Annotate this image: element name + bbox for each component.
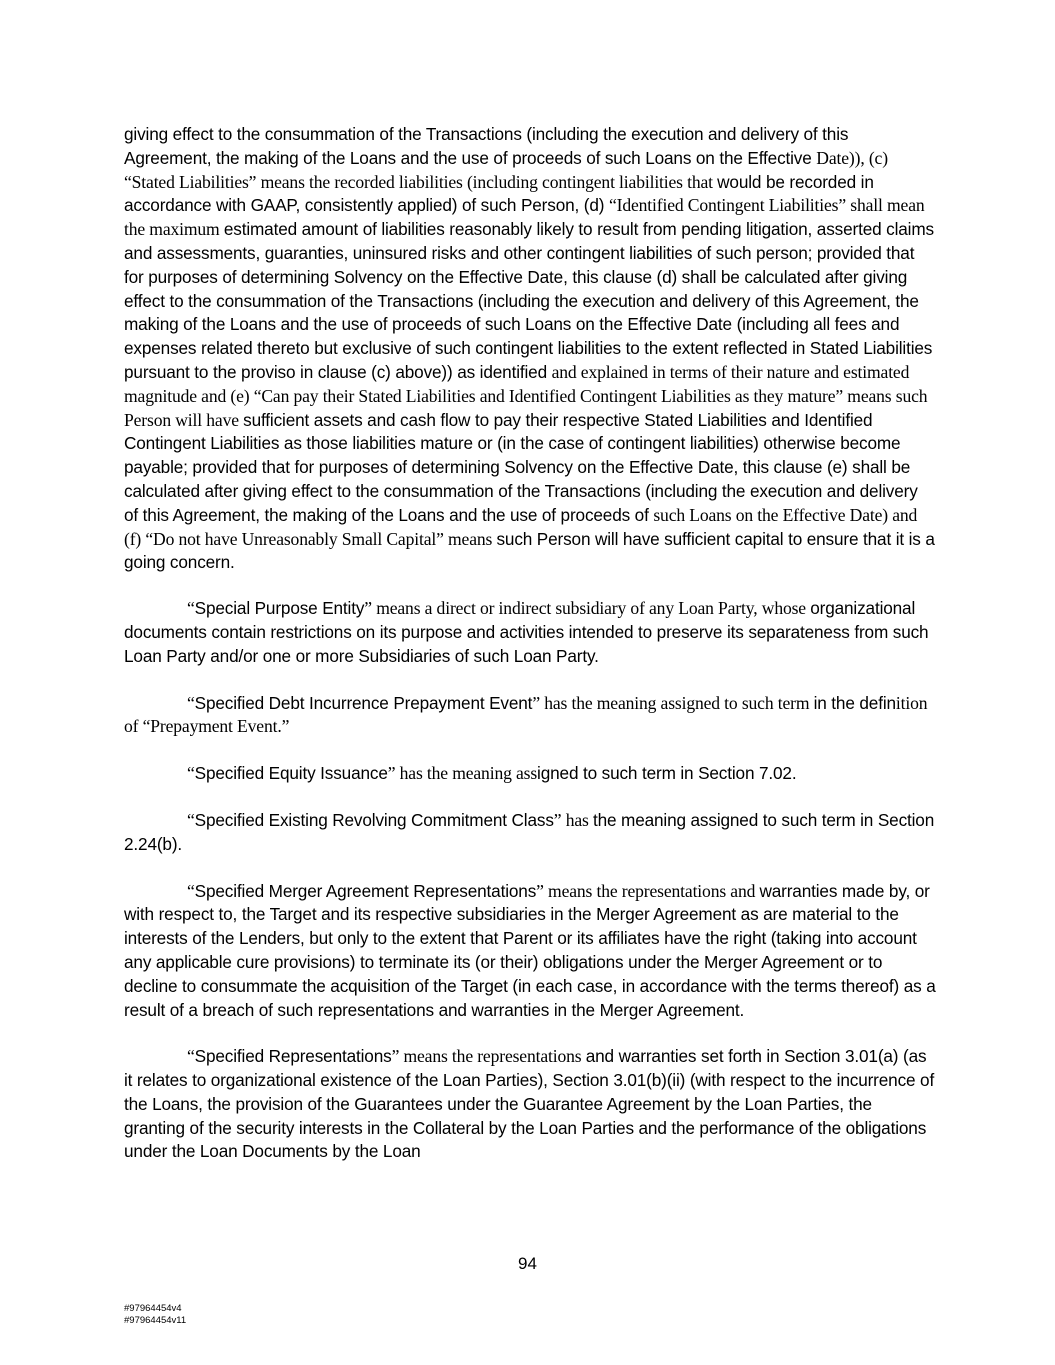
text-segment: “Identified Contingent Liabilities” shall mean the maximum [124,195,925,240]
text-segment: Specified Merger Agreement Representations [194,880,537,901]
definition-special-purpose-entity [124,597,936,668]
text-segment: such Loans on the Effective Date) and (f) “Do not have Unreasonably Small Capital” means [124,504,918,549]
document-id: #97964454v11 [124,1314,187,1326]
text-segment: and warranties set forth in Section 3.01(a) (as it relates to organizational existence of the Loan Parties), Section 3.01(b)(ii) (with respect to the incurrence of the Loans, the provision of the Guarantees under the Guarantee Agreement by the Loan Parties, the granting of the security interests in the Collateral by the Loan Parties and the performance of the obligations under the Loan Documents by the Loan [124,1046,935,1162]
definition-specified-debt-incurrence-prepayment-event [124,692,936,740]
text-segment: ” means a direct or indirect subsidiary of any Loan Party, whose [364,598,811,619]
definition-specified-existing-revolving-commitment-class [124,809,936,857]
text-segment: “ [187,763,195,784]
text-segment: warranties made by, or with respect to, the Target and its respective subsidiaries in the Merger Agreement as are material to the interests of the Lenders, but only to the extent that Parent or its affiliates have the right (taking into account any applicable cure provisions) to terminate its (or their) obligations under the Merger Agreement or to decline to consummate the acquisition of the Target (in each case, in accordance with the terms thereof) as a result of a breach of such representations and warranties in the Merger Agreement. [124,880,936,1020]
document-id: #97964454v4 [124,1303,182,1314]
text-segment: ition of “Prepayment Event.” [124,692,928,737]
text-segment: Specified Representations [194,1046,392,1067]
definition-specified-equity-issuance [124,762,936,786]
text-segment: such Person will have sufficient capital to ensure that it is a going concern. [124,528,935,573]
text-segment: ” has the meaning ass [387,763,538,784]
text-segment: Specified Debt Incurrence Prepayment Event [194,692,533,713]
text-segment: igned to such term in Section 7.02. [537,763,797,784]
text-segment: ” means the representations and [536,880,760,901]
definition-specified-representations [124,1045,936,1164]
document-ids [124,1303,186,1326]
text-segment: “ [187,880,195,901]
text-segment: the meaning assigned to such term in Section 2.24(b). [124,809,935,854]
text-segment: ” means the representations [391,1046,586,1067]
document-body [124,123,936,1187]
text-segment: organizational documents contain restrictions on its purpose and activities intended to preserve its separateness from such Loan Party and/or one or more Subsidiaries of such Loan Party. [124,598,929,666]
text-segment: Specified Equity Issuance [194,763,388,784]
text-segment: ” has [553,809,593,830]
text-segment: “ [187,809,195,830]
text-segment: ” has the meaning assigned to such term [532,692,814,713]
text-segment: giving effect to the consummation of the Transactions (including the execution and delivery of this Agreement, the making of the Loans and the use of proceeds of such Loans on the Effective [124,124,849,168]
text-segment: estimated amount of liabilities reasonably likely to result from pending litigation, asserted claims and assessments, guaranties, uninsured risks and other contingent liabilities of such person; provided that for purposes of determining Solvency on the Effective Date, this clause (d) shall be calculated after giving effect to the consummation of the Transactions (including the execution and delivery of this Agreement, the making of the Loans and the use of proceeds of such Loans on the Effective Date (including all fees and expenses related thereto but exclusive of such contingent liabilities to the extent reflected in Stated Liabilities pursuant to the proviso in clause (c) above)) as identified [124,219,934,382]
text-segment: sufficient assets and cash flow to pay their respective Stated Liabilities and Identified Contingent Liabilities as those liabilities mature or (in the case of contingent liabilities) otherwise become payable; provided that for purposes of determining Solvency on the Effective Date, this clause (e) shall be calculated after giving effect to the consummation of the Transactions (including the execution and delivery of this Agreement, the making of the Loans and the use of proceeds of [124,409,918,525]
text-segment: Special Purpose Entity [194,598,365,619]
text-segment: “ [187,598,195,619]
definition-specified-merger-agreement-representations [124,880,936,1023]
text-segment: would be recorded in accordance with GAAP, consistently applied) of such Person, (d) [124,171,874,216]
paragraph-solvency-continuation [124,123,936,575]
text-segment: Specified Existing Revolving Commitment Class [194,809,554,830]
text-segment: in the defin [813,692,896,713]
text-segment: “ [187,1046,195,1067]
page-number: 94 [518,1254,537,1273]
text-segment: Date)), (c) “Stated Liabilities” means the recorded liabilities (including contingent liabilities that [124,147,888,192]
text-segment: “ [187,692,195,713]
text-segment: and explained in terms of their nature and estimated magnitude and (e) “Can pay their Stated Liabilities and Identified Contingent Liabilities as they mature” means such Person will have [124,361,928,430]
